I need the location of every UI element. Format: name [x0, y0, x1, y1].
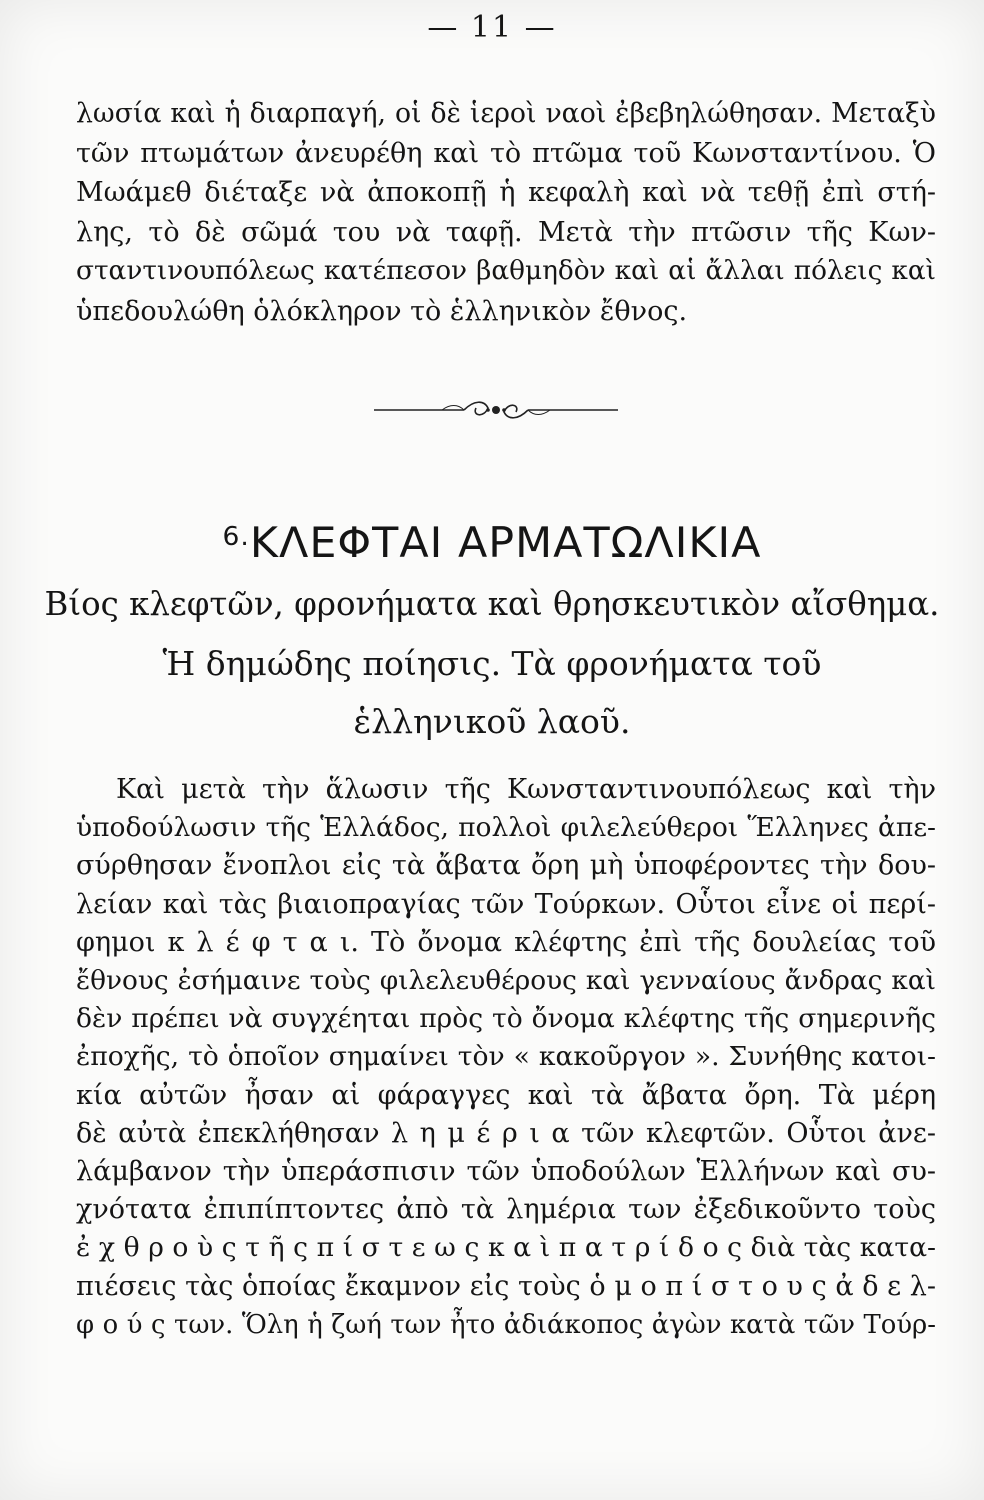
ornamental-divider-icon	[372, 392, 620, 426]
text-line: Μωάμεθ διέταξε νὰ ἀποκοπῇ ἡ κεφαλὴ καὶ νὰ τεθῇ ἐπὶ στή-	[76, 177, 936, 208]
text-line: ἐ χ θ ρ ο ὺ ς τ ῆ ς π ί σ τ ε ω ς κ α ὶ π α τ ρ ί δ ο ς διὰ τὰς κατα-	[76, 1232, 936, 1264]
text-line: σταντινουπόλεως κατέπεσον βαθμηδὸν καὶ αἱ ἄλλαι πόλεις καὶ	[76, 256, 936, 286]
text-line: ὑποδούλωσιν τῆς Ἑλλάδος, πολλοὶ φιλελεύθεροι Ἕλληνες ἀπε-	[76, 812, 936, 844]
section-title: ΚΛΕΦΤΑΙ ΑΡΜΑΤΩΛΙΚΙΑ	[249, 518, 762, 567]
section-heading	[0, 518, 984, 567]
text-line: κία αὐτῶν ἦσαν αἱ φάραγγες καὶ τὰ ἄβατα ὄρη. Τὰ μέρη	[76, 1079, 936, 1111]
text-line: λάμβανον τὴν ὑπεράσπισιν τῶν ὑποδούλων Ἑλλήνων καὶ συ-	[76, 1156, 936, 1188]
paragraph-1	[76, 94, 936, 331]
text-line: πιέσεις τὰς ὁποίας ἔκαμνον εἰς τοὺς ὁ μ ο π ί σ τ ο υ ς ἀ δ ε λ-	[76, 1270, 936, 1302]
section-number: 6.	[222, 522, 250, 552]
page-number: — 11 —	[427, 10, 557, 45]
section-subtitle-line: ἑλληνικοῦ λαοῦ.	[353, 702, 631, 741]
paragraph-2	[76, 771, 936, 1344]
text-line: σύρθησαν ἔνοπλοι εἰς τὰ ἄβατα ὄρη μὴ ὑποφέροντες τὴν δου-	[76, 850, 936, 882]
text-line: λείαν καὶ τὰς βιαιοπραγίας τῶν Τούρκων. Οὗτοι εἶνε οἱ περί-	[76, 888, 936, 920]
text-line: δὲν πρέπει νὰ συγχέηται πρὸς τὸ ὄνομα κλέφτης τῆς σημερινῆς	[76, 1003, 936, 1035]
text-line: φ ο ύ ς των. Ὅλη ἡ ζωή των ἦτο ἀδιάκοπος ἀγὼν κατὰ τῶν Τούρ-	[76, 1309, 936, 1340]
section-subtitle-line: Βίος κλεφτῶν, φρονήματα καὶ θρησκευτικὸν αἴσθημα.	[44, 585, 940, 623]
text-line: ὑπεδουλώθη ὁλόκληρον τὸ ἑλληνικὸν ἔθνος.	[76, 295, 688, 327]
text-line: λης, τὸ δὲ σῶμά του νὰ ταφῇ. Μετὰ τὴν πτῶσιν τῆς Κων-	[76, 216, 936, 248]
text-line: δὲ αὐτὰ ἐπεκλήθησαν λ η μ έ ρ ι α τῶν κλεφτῶν. Οὗτοι ἀνε-	[76, 1117, 936, 1149]
text-line: χνότατα ἐπιπίπτοντες ἀπὸ τὰ λημέρια των ἐξεδικοῦντο τοὺς	[76, 1194, 936, 1226]
text-line: τῶν πτωμάτων ἀνευρέθη καὶ τὸ πτῶμα τοῦ Κωνσταντίνου. Ὁ	[76, 137, 936, 169]
text-line: λωσία καὶ ἡ διαρπαγή, οἱ δὲ ἱεροὶ ναοὶ ἐβεβηλώθησαν. Μεταξὺ	[76, 98, 936, 129]
text-line: ἔθνους ἐσήμαινε τοὺς φιλελευθέρους καὶ γενναίους ἄνδρας καὶ	[76, 966, 936, 997]
text-line: φημοι κ λ έ φ τ α ι. Τὸ ὄνομα κλέφτης ἐπὶ τῆς δουλείας τοῦ	[76, 926, 936, 958]
text-line: Καὶ μετὰ τὴν ἅλωσιν τῆς Κωνσταντινουπόλεως καὶ τὴν	[116, 774, 936, 805]
text-line: ἐποχῆς, τὸ ὁποῖον σημαίνει τὸν « κακοῦργον ». Συνήθης κατοι-	[76, 1041, 936, 1073]
section-subtitle-line: Ἡ δημώδης ποίησις. Τὰ φρονήματα τοῦ	[162, 644, 822, 683]
